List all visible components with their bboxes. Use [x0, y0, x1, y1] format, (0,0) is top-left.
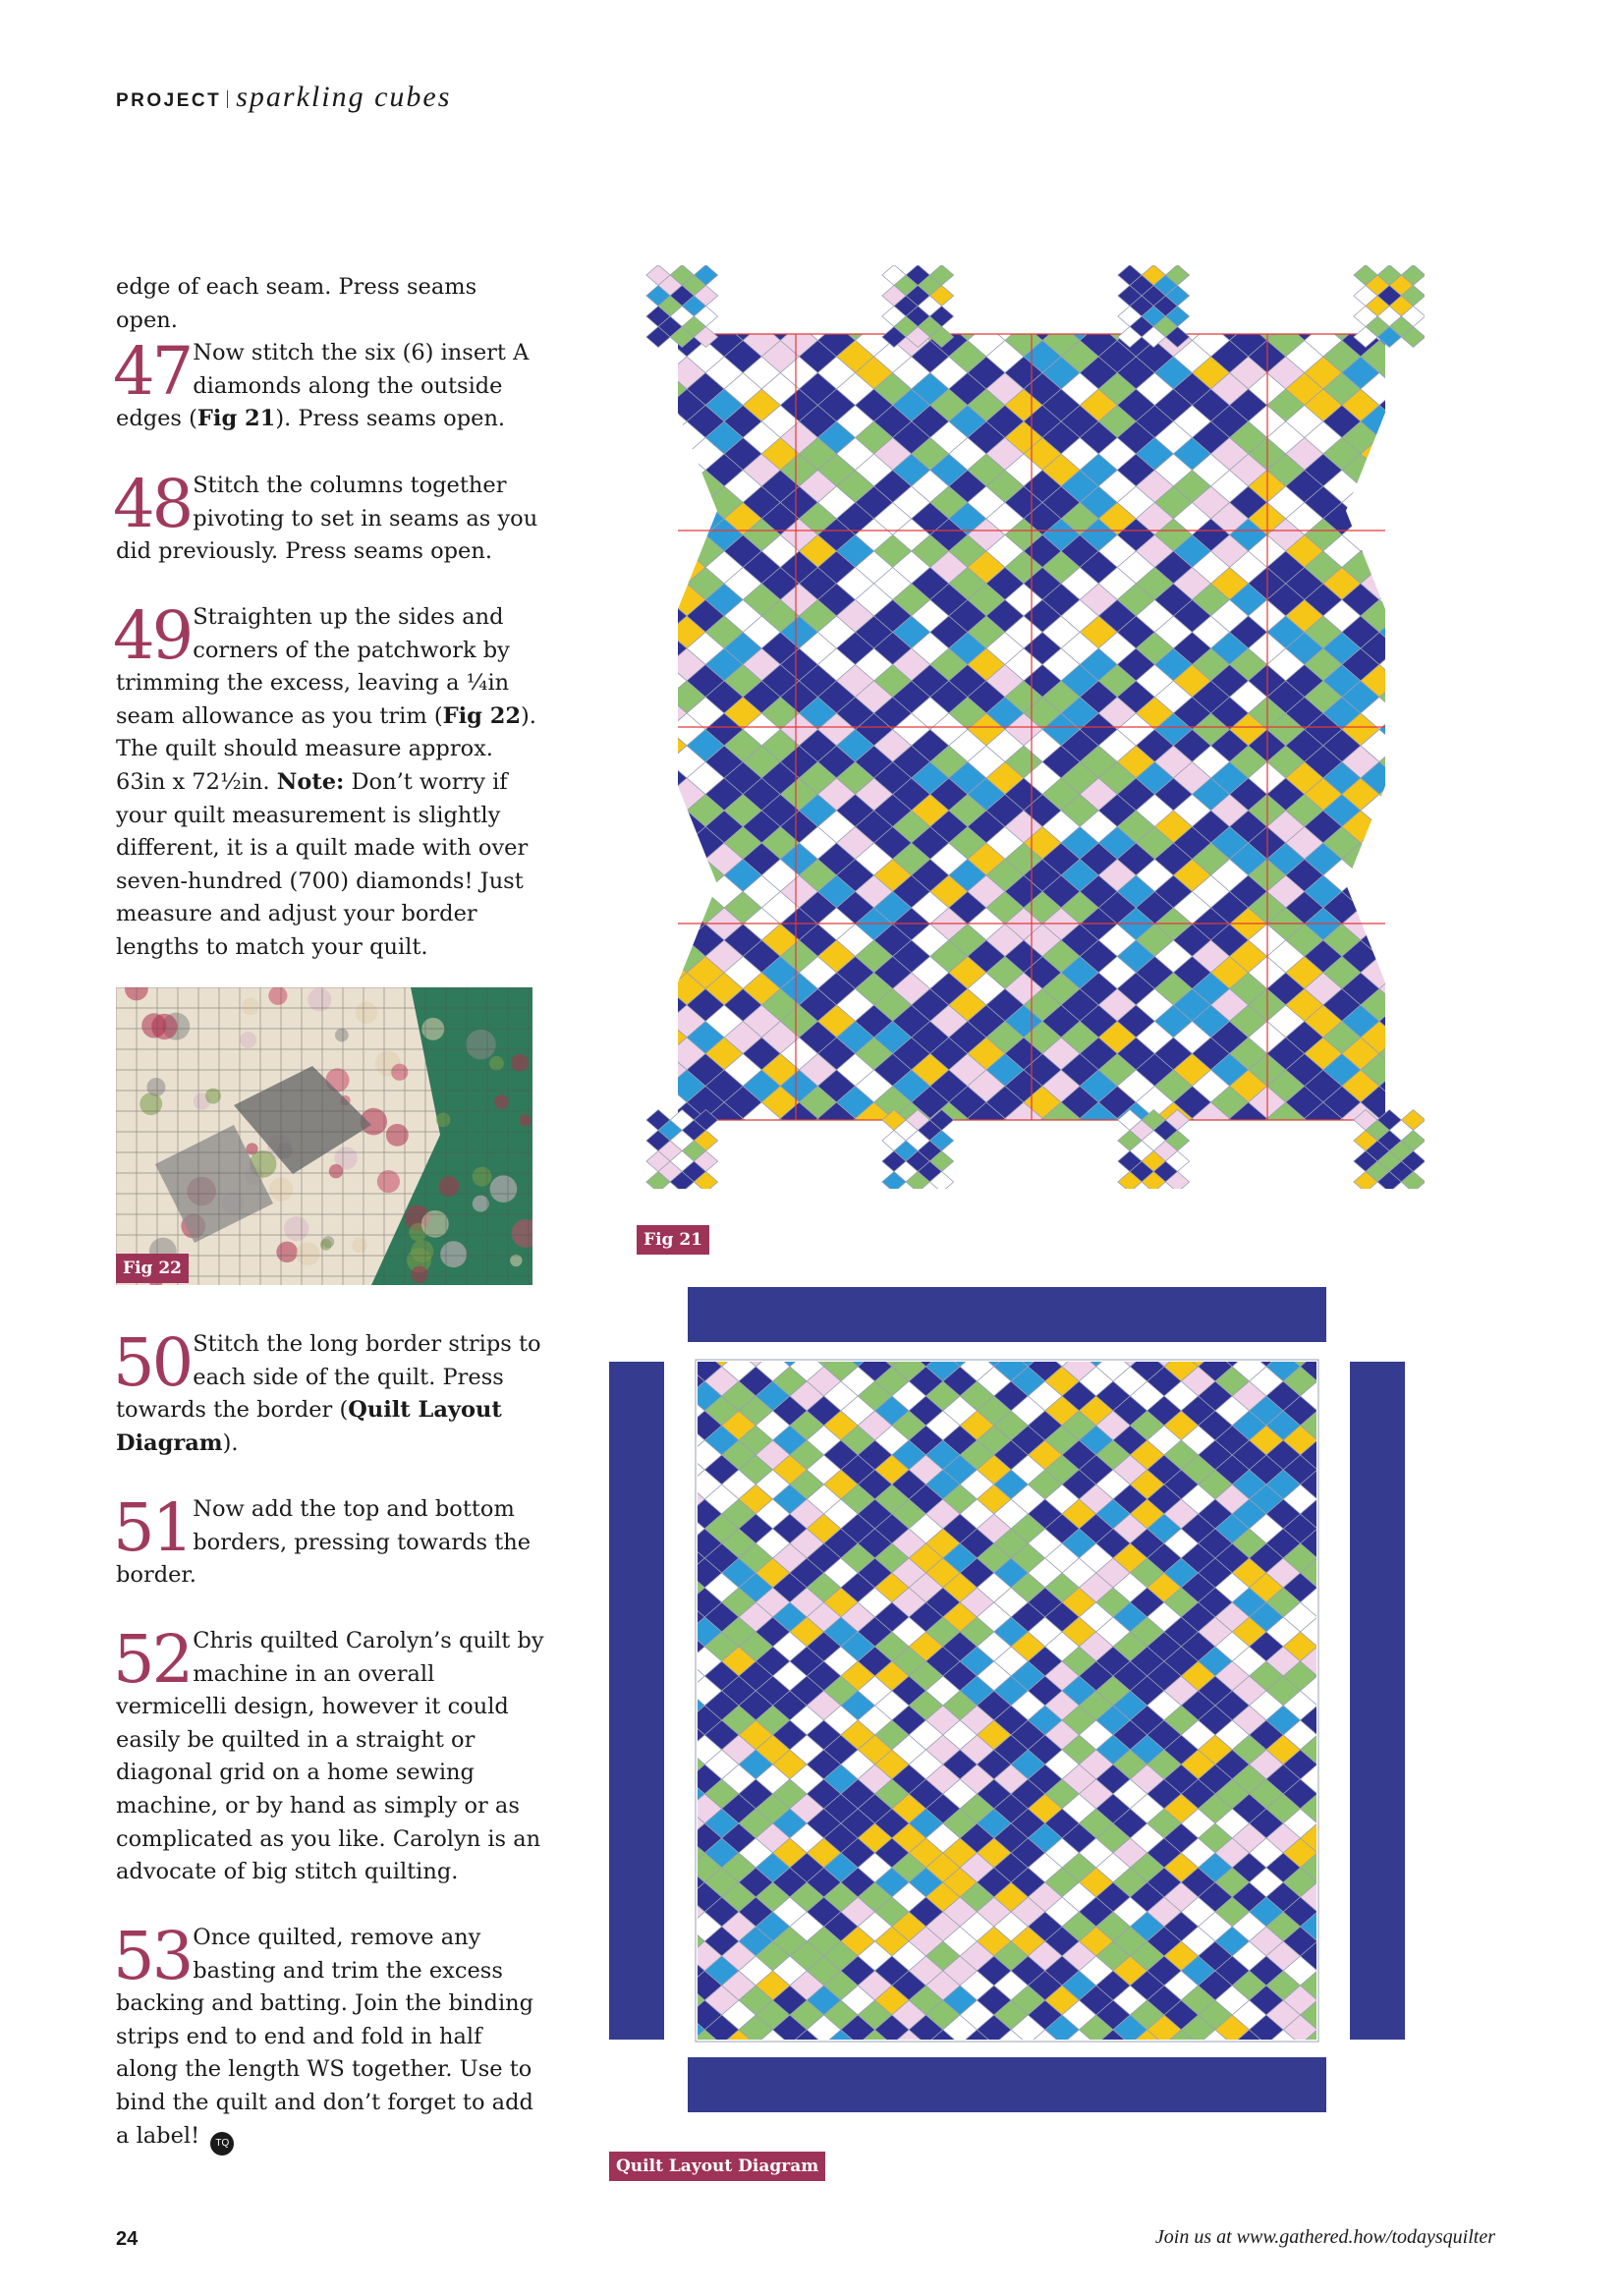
quilt-layout-caption: Quilt Layout Diagram — [609, 2152, 825, 2181]
section-label: PROJECT — [116, 90, 222, 111]
step-text: Stitch the columns together pivoting to set in seams as you did previously. Press seams open. — [116, 473, 538, 565]
step-number: 52 — [113, 1621, 192, 1698]
step-47 — [113, 333, 548, 436]
step-51 — [113, 1489, 548, 1593]
step-52 — [113, 1621, 548, 1889]
step-number: 50 — [113, 1324, 192, 1401]
step-49 — [113, 597, 548, 965]
note-label: Note: — [276, 768, 345, 795]
top-border — [688, 1287, 1326, 1342]
figure-reference: Quilt Layout Diagram — [116, 1397, 502, 1456]
intro-paragraph — [116, 271, 538, 337]
step-number: 53 — [113, 1918, 192, 1994]
diamond-patchwork — [1118, 1110, 1190, 1190]
step-text: ). The quilt should measure approx. 63in x 72½in. — [116, 702, 536, 795]
diamond-patchwork — [1118, 265, 1190, 348]
step-text: Now add the top and bottom borders, pressing towards the border. — [116, 1496, 532, 1589]
step-text: Straighten up the sides and corners of the patchwork by trimming the excess, leaving a ¼in seam allowance as you trim ( — [116, 604, 510, 729]
diamond-patchwork — [1354, 1110, 1425, 1190]
step-text: Stitch the long border strips to each side of the quilt. Press towards the border ( — [116, 1331, 541, 1424]
diamond-patchwork — [882, 1110, 954, 1190]
step-text: Chris quilted Carolyn’s quilt by machine in an overall vermicelli design, however it could easily be quilted in a straight or diagonal grid on a home sewing machine, or by hand as simply or as complicated as you like. Carolyn is an advocate of big stitch quilting. — [116, 1628, 544, 1885]
step-text: ). Press seams open. — [275, 406, 506, 432]
figure-reference: Fig 21 — [196, 406, 276, 432]
step-number: 51 — [113, 1489, 192, 1566]
right-border — [1350, 1362, 1405, 2040]
step-number: 48 — [113, 466, 192, 542]
step-50 — [113, 1324, 548, 1460]
intro-text: edge of each seam. Press seams open. — [116, 274, 477, 333]
step-text: Don’t worry if your quilt measurement is slightly different, it is a quilt made with over seven-hundred (700) diamonds! Just measure and adjust your border lengths to match your quilt. — [116, 768, 529, 960]
figure-reference: Fig 22 — [442, 702, 522, 729]
project-title: sparkling cubes — [236, 81, 452, 113]
step-text: ). — [222, 1429, 239, 1456]
fig-21-caption: Fig 21 — [637, 1225, 709, 1255]
step-number: 47 — [113, 333, 192, 410]
diamond-patchwork — [1354, 265, 1425, 348]
left-border — [609, 1362, 664, 2040]
fig-22-photo — [116, 987, 532, 1285]
quilt-layout-diagram — [609, 1287, 1405, 2122]
diamond-patchwork — [649, 308, 1417, 1151]
step-48 — [113, 466, 548, 569]
diamond-patchwork — [671, 1337, 1352, 2074]
step-text: Once quilted, remove any basting and trim the excess backing and batting. Join the binding strips end to end and fold in half along the length WS together. Use to bind the quilt and don’t forget to add a label! — [116, 1925, 534, 2149]
footer-website: Join us at www.gathered.how/todaysquilter — [1154, 2226, 1495, 2248]
step-number: 49 — [113, 597, 192, 674]
page-number: 24 — [116, 2228, 139, 2250]
diamond-patchwork — [646, 265, 718, 348]
step-53 — [113, 1918, 548, 2156]
header-divider — [227, 90, 228, 108]
running-header — [116, 81, 451, 114]
bottom-border — [688, 2057, 1326, 2112]
end-mark-icon: TQ — [210, 2132, 234, 2156]
diamond-patchwork — [882, 265, 954, 348]
diamond-patchwork — [646, 1110, 718, 1190]
fig-22-caption: Fig 22 — [116, 1254, 189, 1283]
step-text: Now stitch the six (6) insert A diamonds along the outside edges ( — [116, 340, 530, 432]
fig-21-diagram — [639, 265, 1425, 1189]
